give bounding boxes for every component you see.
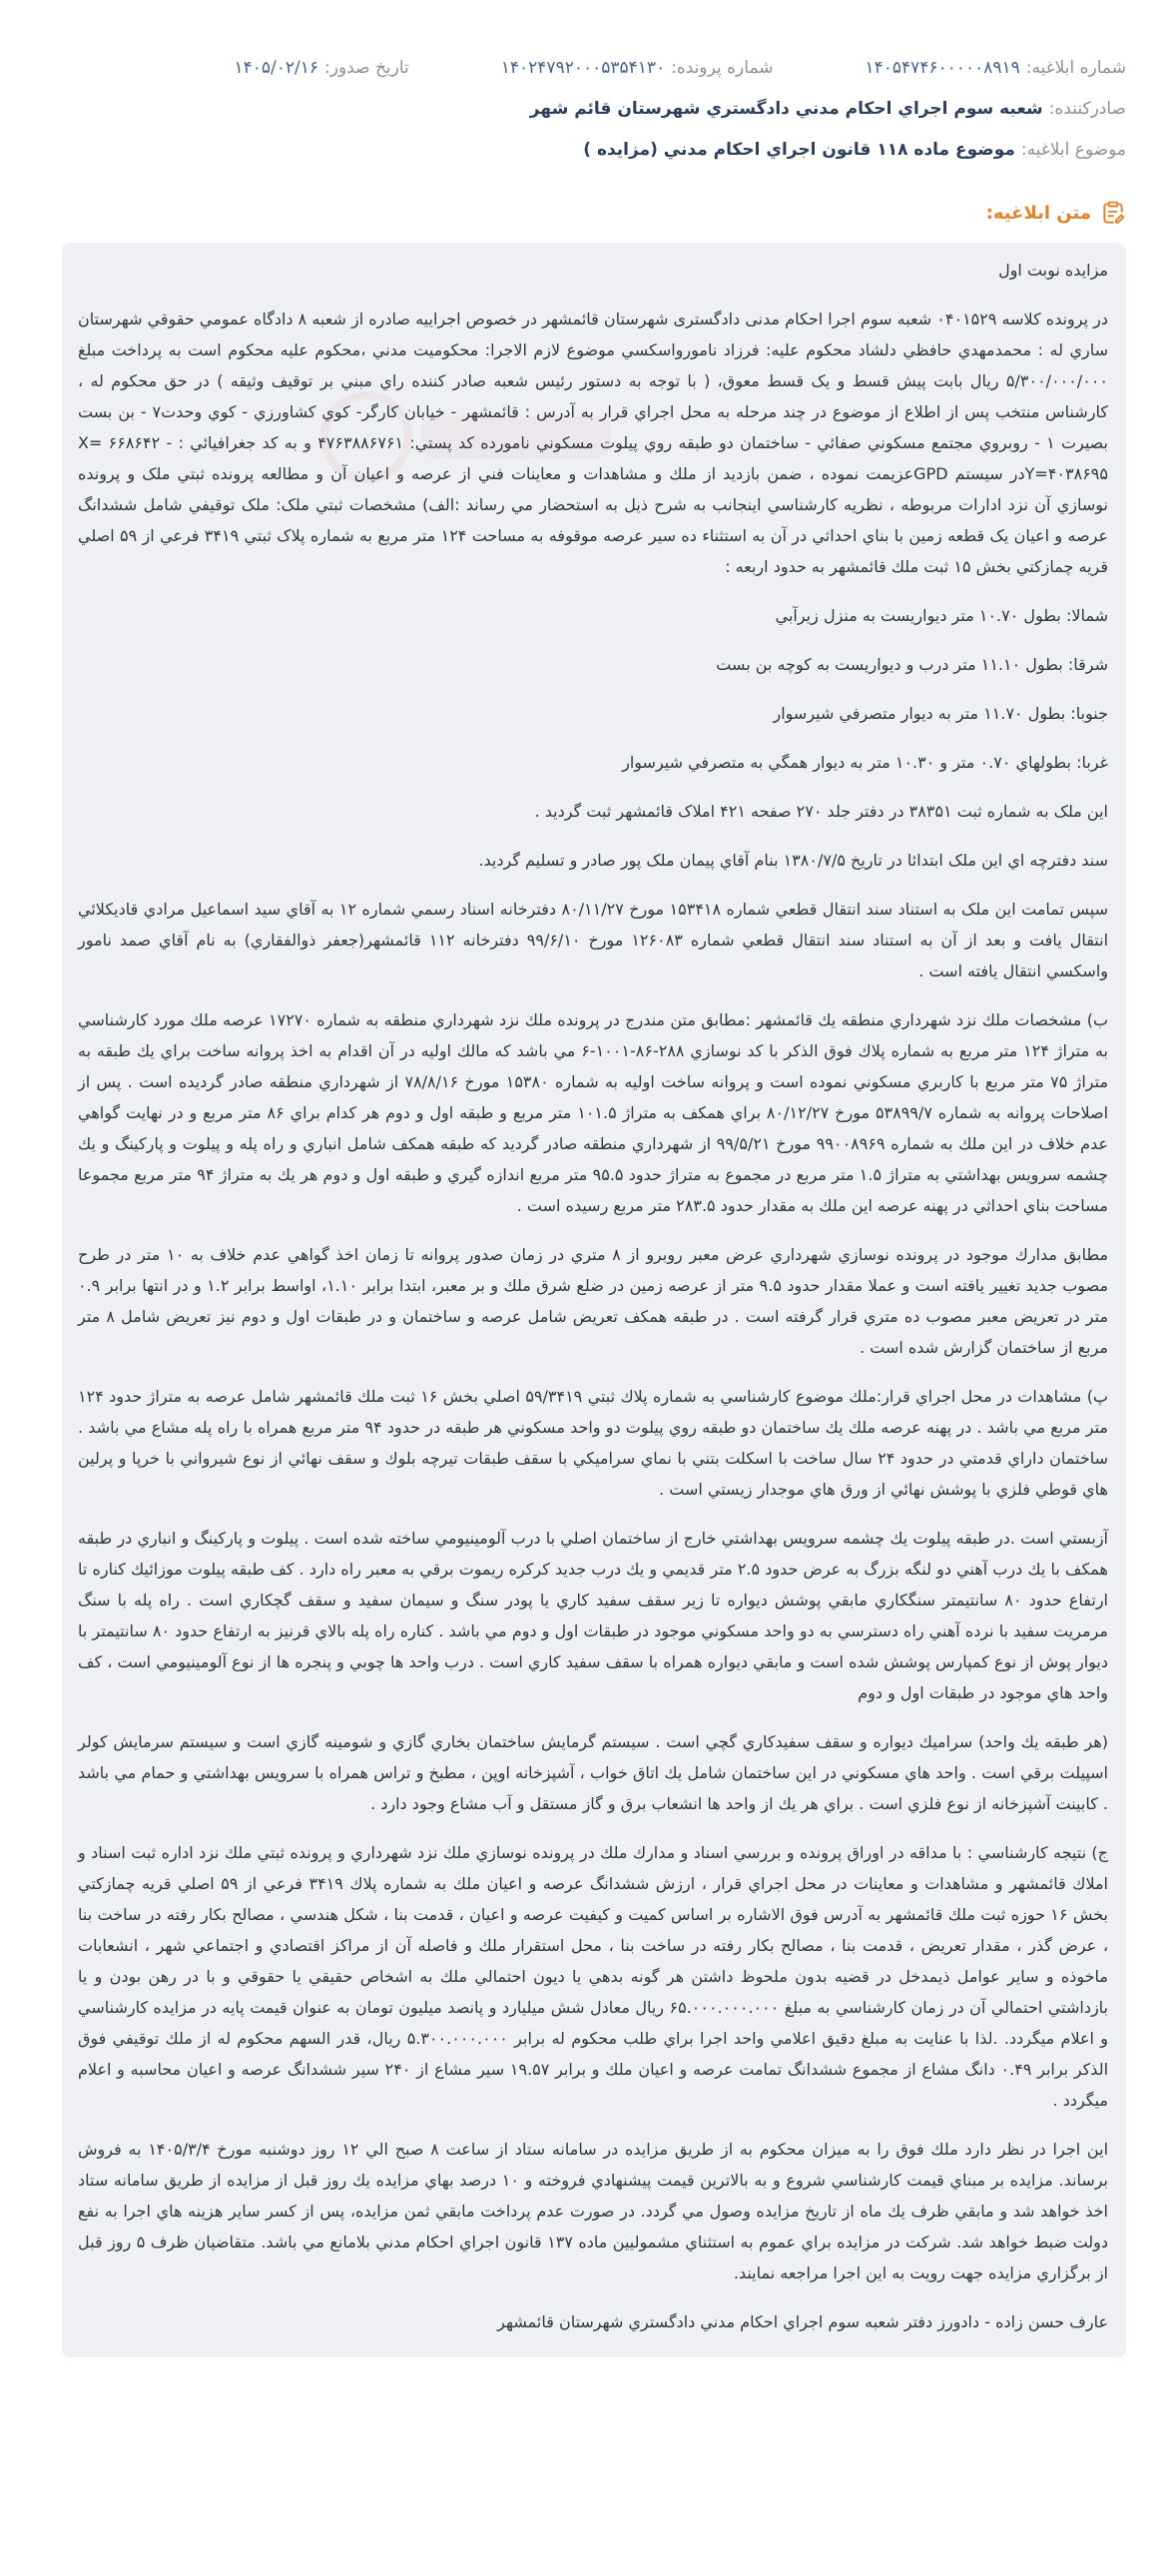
- issuer-value: شعبه سوم اجراي احكام مدني دادگستري شهرستان قائم شهر: [529, 99, 1043, 119]
- notice-container: [62, 0, 1126, 2357]
- subject-label: موضوع ابلاغیه:: [1020, 140, 1126, 160]
- notice-body: [62, 243, 1126, 2357]
- case-number: [501, 48, 774, 89]
- subject-line: [62, 130, 1126, 171]
- issue-date-label: تاریخ صدور:: [324, 58, 409, 78]
- notice-title: متن ابلاغیه:: [985, 202, 1091, 224]
- issue-date: [235, 48, 409, 89]
- issue-date-value: ۱۴۰۵/۰۲/۱۶: [234, 58, 319, 78]
- issuer-line: [62, 89, 1126, 130]
- notice-paragraph-valuation: ج) نتيجه كارشناسي : با مداقه در اوراق پرونده و بررسي اسناد و مدارك ملك در پرونده نوسازي ملك نزد شهرداري و پرونده ثبتي ملك نزد اداره ثبت اسناد و املاك قائمشهر و مشاهدات و معاينات در محل اجراي قرار ، ارزش ششدانگ عرصه و اعيان ملك به شماره پلاك ۳۴۱۹ فرعي از ۵۹ اصلي قريه چمازكتي بخش ۱۶ حوزه ثبت ملك قائمشهر به آدرس فوق الاشاره بر اساس كميت و كيفيت عرصه و اعيان ، قدمت بنا ، شكل هندسي ، مصالح بكار رفته در ساخت بنا ، عرض گذر ، مقدار تعريض ، قدمت بنا ، مصالح بكار رفته در ساخت بنا ، محل استقرار ملك و فاصله آن از مراكز اقتصادي و اجتماعي شهر ، انشعابات ماخوذه و ساير عوامل ذيمدخل در قضيه بدون ملحوظ داشتن هر گونه بدهي يا ديون احتمالي ملك به اشخاص حقيقي يا حقوقي و با در رهن بودن و يا بازداشتي احتمالي آن در زمان كارشناسي به مبلغ ۶۵.۰۰۰.۰۰۰.۰۰۰ ريال معادل شش ميليارد و پانصد ميليون تومان به عنوان قيمت پايه در مزايده كارشناسي و اعلام ميگردد. .لذا با عنايت به مبلغ دقيق اعلامي واحد اجرا براي طلب محكوم له برابر ۵.۳۰۰.۰۰۰.۰۰۰ ريال، قدر السهم محكوم له از ملك توقيفي فوق الذكر برابر ۰.۴۹ دانگ مشاع از مجموع ششدانگ تمامت عرصه و اعيان ملك و برابر ۱۹.۵۷ سير مشاع از ۲۴۰ سير ششدانگ عرصه و اعيان محاسبه و اعلام ميگردد .: [78, 1843, 1109, 2110]
- boundary-south: جنوبا: بطول ۱۱.۷۰ متر به ديوار متصرفي شيرسوار: [773, 704, 1108, 723]
- notice-paragraph-registration: اين ملک به شماره ثبت ۳۸۳۵۱ در دفتر جلد ۲۷۰ صفحه ۴۲۱ املاک قائمشهر ثبت گرديد .: [534, 802, 1108, 821]
- notice-paragraph-case: در پرونده کلاسه ۰۴۰۱۵۲۹ شعبه سوم اجرا احکام مدنی دادگستری شهرستان قائمشهر در خصوص اجراییه صادره از شعبه ۸ دادگاه عمومي حقوقي شهرستان ساري له : محمدمهدي حافظي دلشاد محکوم عليه: فرزاد نامورواسکسي موضوع لازم الاجرا: محکوميت مدني ،محکوم عليه محکوم است به پرداخت مبلغ ۵/۳۰۰/۰۰۰/۰۰۰ ريال بابت پيش قسط و يک قسط معوق، ( با توجه به دستور رئيس شعبه صادر کننده راي مبني بر توقيف وثيقه ) در حق محکوم له ، کارشناس منتخب پس از اطلاع از موضوع در چند مرحله به محل اجراي قرار به آدرس : قائمشهر - خيابان کارگر- کوي کشاورزي - کوي وحدت۷ - بن بست بصيرت ۱ - روبروي مجتمع مسکوني صفائي - ساختمان دو طبقه روي پيلوت مسکوني نامورده کد پستي: ۴۷۶۳۸۸۶۷۶۱ و به کد جغرافيائي : X= ۶۶۸۶۴۲ - Y=۴۰۳۸۶۹۵در سيستم GPDعزيمت نموده ، ضمن بازديد از ملك و مشاهدات و معاينات فني از عرصه و اعيان آن و مطالعه پرونده ثبتي ملک و پرونده نوسازي آن نزد ادارات مربوطه ، نظريه کارشناسي اينجانب به شرح ذيل به استحضار مي رساند :الف) مشخصات ثبتي ملک: ملک توقيفي شامل ششدانگ عرصه و اعيان يک قطعه زمين با بناي احداثي در آن به استثناء ده سير عرصه موقوفه به مساحت ۱۲۴ متر مربع به شماره پلاک ثبتي ۳۴۱۹ فرعي از ۵۹ اصلي قريه چمازكتي بخش ۱۵ ثبت ملك قائمشهر به حدود اربعه :: [78, 310, 1109, 576]
- notification-number-label: شماره ابلاغیه:: [1025, 58, 1126, 78]
- notice-paragraph-building: آزبستي است .در طبقه پيلوت يك چشمه سرويس بهداشتي خارج از ساختمان اصلي با درب آلومينيومي ساخته شده است . پيلوت و پاركينگ و انباري در طبقه همكف با يك درب آهني دو لنگه بزرگ به عرض حدود ۲.۵ متر قديمي و يك درب جديد كركره ريموت برقي به معبر راه دارد . كف طبقه پيلوت موزائيك كناره تا ارتفاع حدود ۸۰ سانتيمتر سنگكاري مابقي پوشش ديواره تا زير سقف سفيد كاري يا پودر سنگ و سيمان سفيد و سقف گچكاري است . راه پله با سنگ مرمريت سفيد با نرده آهني راه دسترسي به دو واحد مسكوني موجود در طبقات اول و دوم مي باشد . كناره راه پله بالاي قرنيز به ارتفاع حدود ۸۰ سانتيمتر با ديوار پوش از نوع كمپارس پوشش شده است و مابقي ديواره همراه با سقف سفيد كاري است . درب واحد ها چوبي و پنجره ها از نوع آلومينيومي است ، كف واحد هاي موجود در طبقات اول و دوم: [78, 1529, 1109, 1702]
- notice-paragraph-observations: پ) مشاهدات در محل اجراي قرار:ملك موضوع كارشناسي به شماره پلاك ثبتي ۵۹/۳۴۱۹ اصلي بخش ۱۶ ثبت ملك قائمشهر شامل عرصه به متراژ حدود ۱۲۴ متر مربع مي باشد . در پهنه عرصه ملك يك ساختمان دو طبقه روي پيلوت دو واحد مسكوني هر طبقه در حدود ۹۴ متر مربع همراه با راه پله مشاع مي باشد . ساختمان داراي قدمتي در حدود ۲۴ سال ساخت با اسكلت بتني با نماي سراميكي با سقف طبقات تيرچه بلوك و سقف نهائي از نوع شيرواني با خرپا و پرلين هاي قوطي فلزي با پوشش نهائي از ورق هاي موجدار زيستي است .: [78, 1387, 1109, 1499]
- boundary-east: شرقا: بطول ۱۱.۱۰ متر درب و ديواريست به کوچه بن بست: [716, 655, 1108, 674]
- notice-heading: مزایده نوبت اول: [998, 261, 1108, 280]
- notice-paragraph-units: (هر طبقه يك واحد) سراميك ديواره و سقف سفيدكاري گچي است . سيستم گرمايش ساختمان بخاري گازي و شومينه گازي است و سيستم سرمايش كولر اسپيلت برقي است . واحد هاي مسكوني در اين ساختمان شامل يك اتاق خواب ، آشپزخانه اوپن ، مطبخ و تراس همراه با سرويس بهداشتي و حمام مي باشد . كابينت آشپزخانه از نوع فلزي است . براي هر يك از واحد ها انشعاب برق و گاز مستقل و آب مشاع وجود دارد .: [78, 1732, 1108, 1813]
- issuer-label: صادرکننده:: [1048, 99, 1126, 119]
- document-edit-icon: [1099, 200, 1126, 227]
- notification-number-value: ۱۴۰۵۴۷۴۶۰۰۰۰۰۸۹۱۹: [865, 58, 1020, 78]
- notice-section-title: [62, 193, 1126, 233]
- notice-paragraph-deed: سند دفترچه اي اين ملک ابتدائا در تاريخ ۱۳۸۰/۷/۵ بنام آقاي پيمان ملک پور صادر و تسليم گرديد.: [478, 851, 1108, 870]
- case-number-label: شماره پرونده:: [671, 58, 774, 78]
- subject-value: موضوع ماده ۱۱۸ قانون اجراي احكام مدني (مزايده ): [583, 140, 1015, 160]
- boundary-west: غربا: بطولهاي ۰.۷۰ متر و ۱۰.۳۰ متر به ديوار همگي به متصرفي شيرسوار: [622, 753, 1108, 772]
- notice-paragraph-auction: اين اجرا در نظر دارد ملك فوق را به ميزان محكوم به از طريق مزايده در سامانه ستاد از ساعت ۸ صبح الي ۱۲ روز دوشنبه مورخ ۱۴۰۵/۳/۴ به فروش برساند. مزايده بر مبناي قيمت كارشناسي شروع و به بالاترين قيمت پيشنهادي فروخته و ۱۰ درصد بهاي مزايده يك روز قبل از مزايده از طريق سامانه ستاد اخذ خواهد شد و مابقي ظرف يك ماه از تاريخ مزايده وصول مي گردد. در صورت عدم پرداخت مابقي ثمن مزايده، پس از كسر ساير هزينه هاي اجرا به نفع دولت ضبط خواهد شد. شركت در مزايده براي عموم به استثناي مشموليين ماده ۱۳۷ قانون اجراي احكام مدني بلامانع مي باشد. متقاضيان ظرف ۵ روز قبل از برگزاري مزايده جهت رويت به اين اجرا مراجعه نمايند.: [78, 2140, 1109, 2282]
- notice-paragraph-transfer: سپس تمامت اين ملک به استناد سند انتقال قطعي شماره ۱۵۳۴۱۸ مورخ ۸۰/۱۱/۲۷ دفترخانه اسناد رسمي شماره ۱۲ به آقاي سيد اسماعيل مرادي قاديکلائي انتقال يافت و بعد از آن به استناد سند انتقال قطعي شماره ۱۲۶۰۸۳ مورخ ۹۹/۶/۱۰ دفترخانه ۱۱۲ قائمشهر(جعفر ذوالفقاري) به نام آقاي صمد نامور واسکسي انتقال يافته است .: [78, 900, 1109, 980]
- notice-signature: عارف حسن زاده - دادورز دفتر شعبه سوم اجراي احكام مدني دادگستري شهرستان قائمشهر: [497, 2312, 1108, 2331]
- boundary-north: شمالا: بطول ۱۰.۷۰ متر ديواريست به منزل زيرآبي: [775, 606, 1108, 625]
- meta-row: [62, 48, 1126, 89]
- notice-paragraph-municipality: ب) مشخصات ملك نزد شهرداري منطقه يك قائمشهر :مطابق متن مندرج در پرونده ملك نزد شهرداري منطقه به شماره ۱۷۲۷۰ عرصه ملك مورد كارشناسي به متراژ ۱۲۴ متر مربع به شماره پلاك فوق الذكر با كد نوسازي ۲۸۸-۸۶-۱۰۰۱-۶ مي باشد كه مالك اوليه در آن اقدام به اخذ پروانه ساخت براي يك طبقه به متراژ ۷۵ متر مربع با كاربري مسكوني نموده است و پروانه ساخت اوليه به شماره ۱۵۳۸۰ مورخ ۷۸/۸/۱۶ از شهرداري منطقه صادر گرديده است . پس از اصلاحات پروانه به شماره ۵۳۸۹۹/۷ مورخ ۸۰/۱۲/۲۷ براي همكف به متراژ ۱۰۱.۵ متر مربع و طبقه اول و دوم هر كدام براي ۸۶ متر مربع و در نهايت گواهي عدم خلاف در اين ملك به شماره ۹۹۰۰۸۹۶۹ مورخ ۹۹/۵/۲۱ از شهرداري منطقه صادر گرديد كه طبقه همكف شامل انباري و راه پله و پيلوت و پاركينگ و يك چشمه سرويس بهداشتي به متراژ ۱.۵ متر مربع در مجموع به متراژ حدود ۹۵.۵ متر مربع اندازه گيري و طبقه اول و دوم هر يك به متراژ ۹۴ متر مربع مجموعا مساحت بناي احداثي در پهنه عرصه اين ملك به مقدار حدود ۲۸۳.۵ متر مربع رسيده است .: [78, 1010, 1109, 1215]
- notice-paragraph-widening: مطابق مدارك موجود در پرونده نوسازي شهرداري عرض معبر روبرو از ۸ متري در زمان صدور پروانه تا زمان اخذ گواهي عدم خلاف به ۱۰ متر در طرح مصوب جديد تغيير يافته است و عملا مقدار حدود ۹.۵ متر از عرصه زمين در ضلع شرق ملك و بر معبر، ابتدا برابر ۱.۱۰، اواسط برابر ۱.۲ و در انتها برابر ۰.۹ متر در تعريض معبر مصوب ده متري قرار گرفته است . در طبقه همكف تعريض شامل عرصه و ساختمان و در طبقات اول و دوم نيز تعريض شامل ۸ متر مربع از ساختمان گزارش شده است .: [78, 1245, 1109, 1357]
- notification-number: [866, 48, 1126, 89]
- case-number-value: ۱۴۰۲۴۷۹۲۰۰۰۵۳۵۴۱۳۰: [500, 58, 666, 78]
